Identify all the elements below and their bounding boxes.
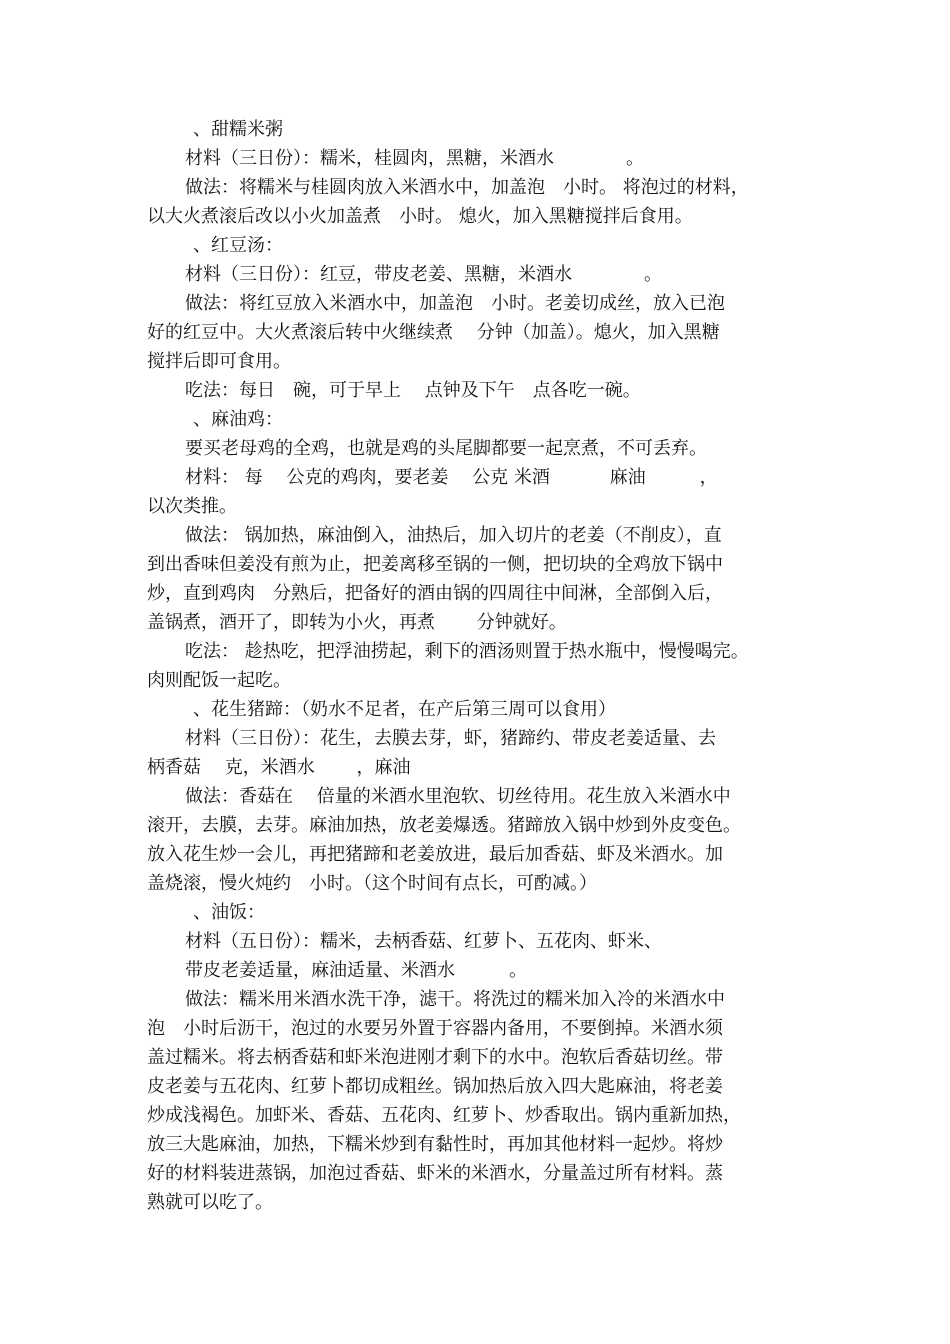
paragraph-line: 滚开，去膜，去芽。麻油加热，放老姜爆透。猪蹄放入锅中炒到外皮变色。 <box>147 815 741 836</box>
paragraph-line: 做法：糯米用米酒水洗干净，滤干。将洗过的糯米加入冷的米酒水中 <box>185 989 725 1010</box>
section-title-peanut-pork-trotter: 、花生猪蹄：（奶水不足者，在产后第三周可以食用） <box>193 699 616 720</box>
paragraph-line: 材料（五日份）：糯米，去柄香菇、红萝卜、五花肉、虾米、 <box>185 931 662 952</box>
paragraph-line: 以大火煮滚后改以小火加盖煮 小时。 熄火，加入黑糖搅拌后食用。 <box>147 206 693 227</box>
paragraph-line: 做法： 锅加热，麻油倒入，油热后，加入切片的老姜（不削皮），直 <box>185 525 722 546</box>
paragraph-line: 以次类推。 <box>147 496 237 517</box>
paragraph-line: 材料（三日份）：糯米，桂圆肉，黑糖，米酒水 。 <box>185 148 644 169</box>
paragraph-line: 盖锅煮，酒开了，即转为小火，再煮 分钟就好。 <box>147 612 567 633</box>
paragraph-line: 吃法： 趁热吃，把浮油捞起，剩下的酒汤则置于热水瓶中，慢慢喝完。 <box>185 641 749 662</box>
paragraph-line: 好的红豆中。大火煮滚后转中火继续煮 分钟（加盖）。熄火，加入黑糖 <box>147 322 720 343</box>
paragraph-line: 皮老姜与五花肉、红萝卜都切成粗丝。锅加热后放入四大匙麻油，将老姜 <box>147 1076 723 1097</box>
section-title-sweet-glutinous-rice-porridge: 、甜糯米粥 <box>193 119 283 140</box>
paragraph-line: 材料（三日份）：红豆，带皮老姜、黑糖，米酒水 。 <box>185 264 662 285</box>
section-title-red-bean-soup: 、红豆汤： <box>193 235 283 256</box>
paragraph-line: 熟就可以吃了。 <box>147 1192 273 1213</box>
paragraph-line: 炒成浅褐色。加虾米、香菇、五花肉、红萝卜、炒香取出。锅内重新加热， <box>147 1105 741 1126</box>
section-title-sesame-oil-chicken: 、麻油鸡： <box>193 409 283 430</box>
paragraph-line: 盖过糯米。将去柄香菇和虾米泡进刚才剩下的水中。泡软后香菇切丝。带 <box>147 1047 723 1068</box>
paragraph-line: 炒，直到鸡肉 分熟后，把备好的酒由锅的四周往中间淋，全部倒入后， <box>147 583 723 604</box>
paragraph-line: 做法：将糯米与桂圆肉放入米酒水中，加盖泡 小时。 将泡过的材料， <box>185 177 749 198</box>
paragraph-line: 做法：香菇在 倍量的米酒水里泡软、切丝待用。花生放入米酒水中 <box>185 786 731 807</box>
section-title-oil-rice: 、油饭： <box>193 902 265 923</box>
paragraph-line: 到出香味但姜没有煎为止，把姜离移至锅的一侧，把切块的全鸡放下锅中 <box>147 554 723 575</box>
paragraph-line: 搅拌后即可食用。 <box>147 351 291 372</box>
paragraph-line: 要买老母鸡的全鸡，也就是鸡的头尾脚都要一起烹煮，不可丢弃。 <box>185 438 707 459</box>
paragraph-line: 吃法：每日 碗，可于早上 点钟及下午 点各吃一碗。 <box>185 380 641 401</box>
paragraph-line: 放三大匙麻油，加热，下糯米炒到有黏性时，再加其他材料一起炒。将炒 <box>147 1134 723 1155</box>
paragraph-line: 好的材料装进蒸锅，加泡过香菇、虾米的米酒水，分量盖过所有材料。蒸 <box>147 1163 723 1184</box>
paragraph-line: 柄香菇 克，米酒水 ，麻油 <box>147 757 447 778</box>
paragraph-line: 放入花生炒一会儿，再把猪蹄和老姜放进，最后加香菇、虾及米酒水。加 <box>147 844 723 865</box>
paragraph-line: 材料（三日份）：花生，去膜去芽，虾，猪蹄约、带皮老姜适量、去 <box>185 728 716 749</box>
paragraph-line: 做法：将红豆放入米酒水中，加盖泡 小时。老姜切成丝，放入已泡 <box>185 293 725 314</box>
paragraph-line: 带皮老姜适量，麻油适量、米酒水 。 <box>185 960 527 981</box>
paragraph-line: 肉则配饭一起吃。 <box>147 670 291 691</box>
paragraph-line: 盖烧滚，慢火炖约 小时。（这个时间有点长，可酌减。） <box>147 873 597 894</box>
paragraph-line: 材料： 每 公克的鸡肉，要老姜 公克 米酒 麻油 ， <box>185 467 718 488</box>
paragraph-line: 泡 小时后沥干，泡过的水要另外置于容器内备用，不要倒掉。米酒水须 <box>147 1018 723 1039</box>
document-body <box>147 115 807 1217</box>
